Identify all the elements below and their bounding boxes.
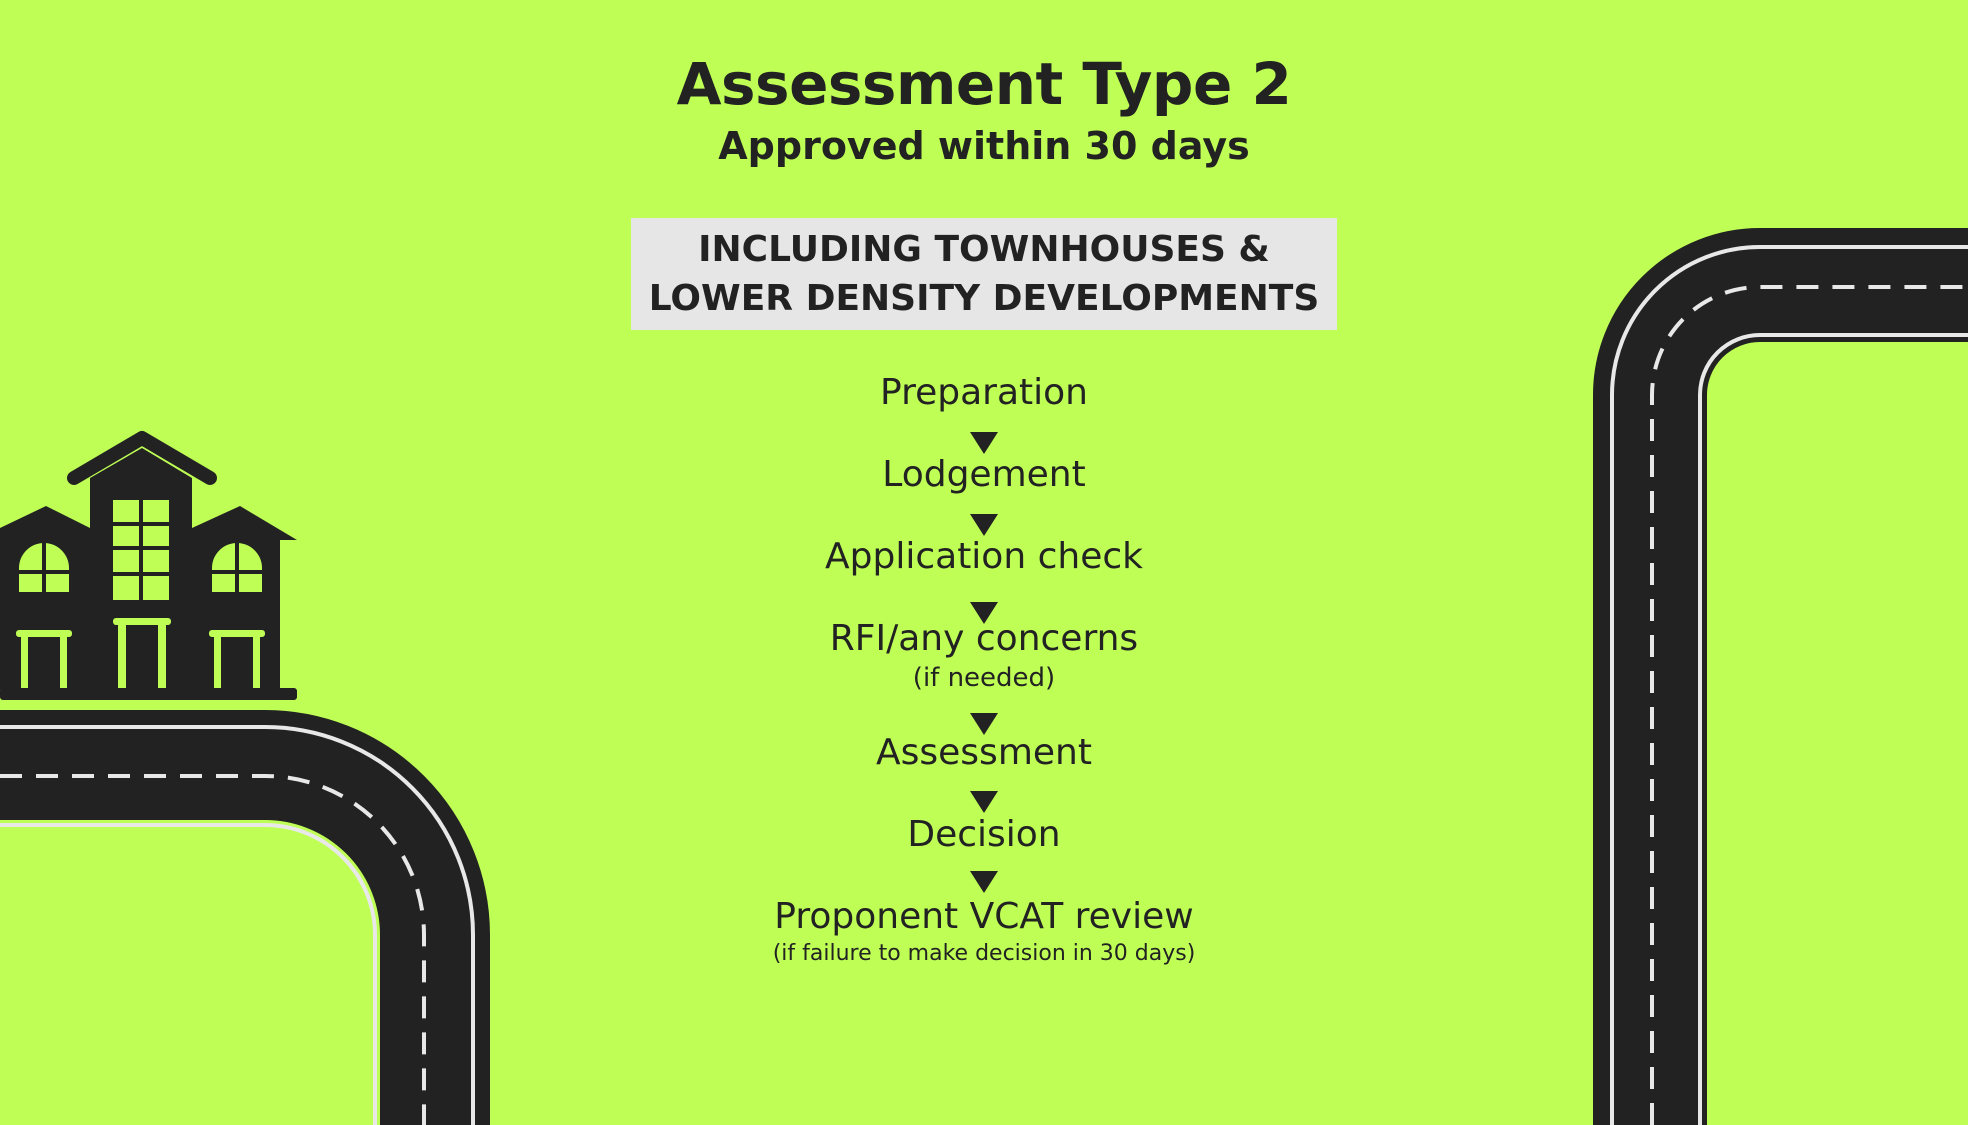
flow-step-preparation: Preparation [880, 372, 1088, 413]
down-triangle-icon [970, 791, 998, 813]
flow-step-application-check: Application check [825, 536, 1143, 577]
banner-line-1: INCLUDING TOWNHOUSES & [698, 229, 1270, 270]
down-triangle-icon [970, 871, 998, 893]
banner-line-2: LOWER DENSITY DEVELOPMENTS [648, 278, 1320, 319]
flow-step-rfi-note: (if needed) [912, 663, 1056, 693]
down-triangle-icon [970, 432, 998, 454]
down-triangle-icon [970, 514, 998, 536]
flow-step-vcat-note: (if failure to make decision in 30 days) [772, 941, 1196, 966]
page-subtitle: Approved within 30 days [718, 124, 1250, 168]
flow-step-assessment: Assessment [876, 732, 1092, 773]
page-title: Assessment Type 2 [676, 50, 1292, 118]
flow-step-decision: Decision [907, 814, 1061, 855]
flow-step-vcat-review: Proponent VCAT review [774, 896, 1194, 937]
flow-step-rfi: RFI/any concerns [829, 618, 1139, 659]
flow-step-lodgement: Lodgement [882, 454, 1086, 495]
